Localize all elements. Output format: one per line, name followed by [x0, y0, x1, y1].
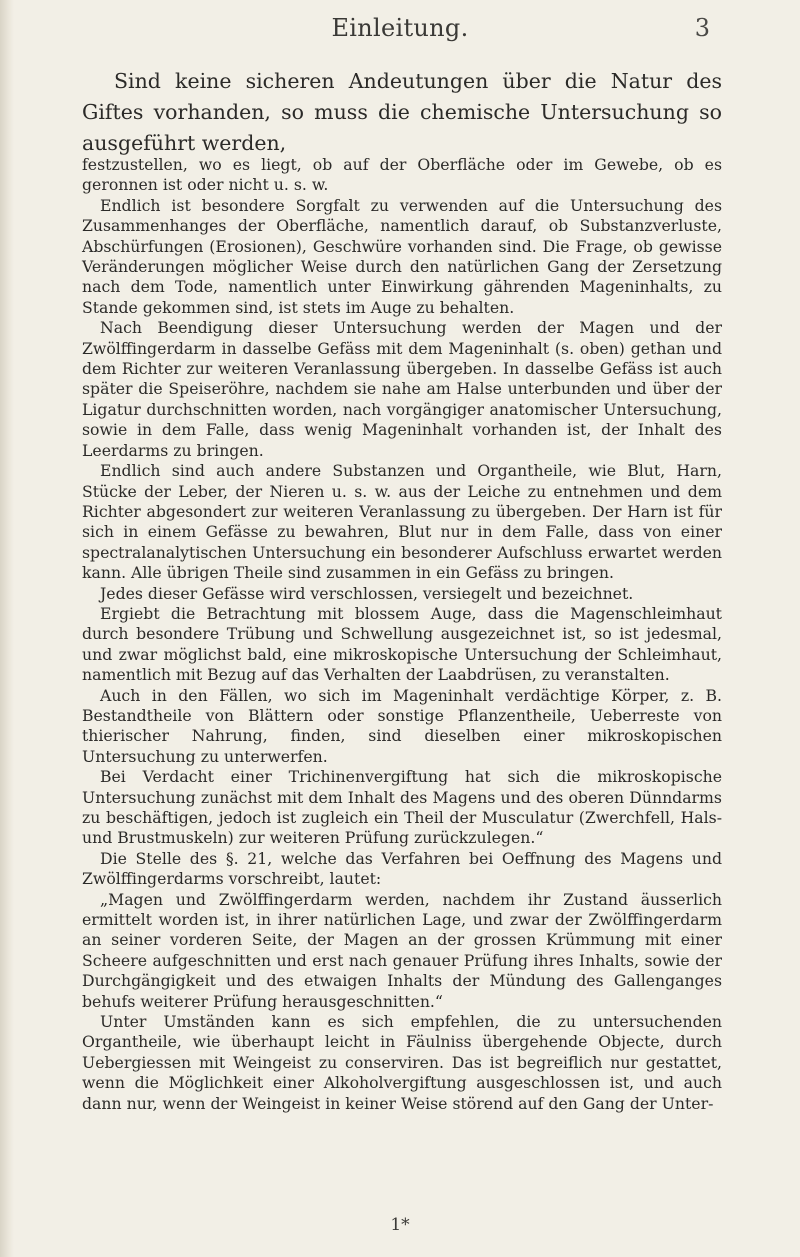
- page-gutter-shadow: [0, 0, 14, 1257]
- paragraph: Ergiebt die Betrachtung mit blossem Auge, dass die Magenschleimhaut durch besondere Trübung und Schwellung ausgezeichnet ist, so ist jedesmal, und zwar möglichst bald, eine mikroskopische Untersuchung der Schleimhaut, namentlich mit Bezug auf das Verhalten der Laabdrüsen, zu veranstalten.: [82, 603, 722, 685]
- intro-paragraph: Sind keine sicheren Andeutungen über die Natur des Giftes vorhanden, so muss die chemische Untersuchung so ausgeführt werden,: [82, 69, 722, 155]
- intro-paragraph-block: [82, 66, 722, 159]
- quoted-paragraph: „Magen und Zwölffingerdarm werden, nachdem ihr Zustand äusserlich ermittelt worden ist, in ihrer natürlichen Lage, und zwar der Zwölffingerdarm an seiner vorderen Seite, der Magen an der grossen Krümmung mit einer Scheere aufgeschnitten und erst nach genauer Prüfung ihres Inhalts, sowie der Durchgängigkeit und des etwaigen Inhalts der Mündung des Gallenganges behufs weiterer Prüfung herausgeschnitten.“: [82, 889, 722, 1011]
- paragraph: Die Stelle des §. 21, welche das Verfahren bei Oeffnung des Magens und Zwölffingerdarms vorschreibt, lautet:: [82, 848, 722, 889]
- body-text: [82, 155, 722, 1114]
- page-header: [0, 8, 800, 48]
- paragraph: Endlich sind auch andere Substanzen und Organtheile, wie Blut, Harn, Stücke der Leber, der Nieren u. s. w. aus der Leiche zu entnehmen und dem Richter abgesondert zur weiteren Veranlassung zu übergeben. Der Harn ist für sich in einem Gefässe zu bewahren, Blut nur in dem Falle, dass von einer spectralanalytischen Untersuchung ein besonderer Aufschluss erwartet werden kann. Alle übrigen Theile sind zusammen in ein Gefäss zu bringen.: [82, 461, 722, 583]
- running-title: Einleitung.: [331, 14, 469, 42]
- signature-mark: 1*: [390, 1215, 410, 1235]
- paragraph: Auch in den Fällen, wo sich im Mageninhalt verdächtige Körper, z. B. Bestandtheile von Blättern oder sonstige Pflanzentheile, Ueberreste von thierischer Nahrung, finden, sind dieselben einer mikroskopischen Untersuchung zu unterwerfen.: [82, 685, 722, 766]
- paragraph: Unter Umständen kann es sich empfehlen, die zu untersuchenden Organtheile, wie überhaupt leicht in Fäulniss übergehende Objecte, durch Uebergiessen mit Weingeist zu conserviren. Das ist begreiflich nur gestattet, wenn die Möglichkeit einer Alkoholvergiftung ausgeschlossen ist, und auch dann nur, wenn der Weingeist in keiner Weise störend auf den Gang der Unter-: [82, 1012, 722, 1113]
- paragraph: festzustellen, wo es liegt, ob auf der Oberfläche oder im Gewebe, ob es geronnen ist oder nicht u. s. w.: [82, 155, 722, 195]
- paragraph: Jedes dieser Gefässe wird verschlossen, versiegelt und bezeichnet.: [100, 583, 634, 603]
- page-number: 3: [694, 14, 710, 42]
- paragraph: Nach Beendigung dieser Untersuchung werden der Magen und der Zwölffingerdarm in dasselbe Gefäss mit dem Mageninhalt (s. oben) gethan und dem Richter zur weiteren Veranlassung übergeben. In dasselbe Gefäss ist auch später die Speiseröhre, nachdem sie nahe am Halse unterbunden und über der Ligatur durchschnitten worden, nach vorgängiger anatomischer Untersuchung, sowie in dem Falle, dass wenig Mageninhalt vorhanden ist, der Inhalt des Leerdarms zu bringen.: [82, 318, 722, 460]
- paragraph: Endlich ist besondere Sorgfalt zu verwenden auf die Untersuchung des Zusammenhanges der Oberfläche, namentlich darauf, ob Substanzverluste, Abschürfungen (Erosionen), Geschwüre vorhanden sind. Die Frage, ob gewisse Veränderungen möglicher Weise durch den natürlichen Gang der Zersetzung nach dem Tode, namentlich unter Einwirkung gährenden Mageninhalts, zu Stande gekommen sind, ist stets im Auge zu behalten.: [82, 195, 722, 317]
- paragraph: Bei Verdacht einer Trichinenvergiftung hat sich die mikroskopische Untersuchung zunächst mit dem Inhalt des Magens und des oberen Dünndarms zu beschäftigen, jedoch ist zugleich ein Theil der Musculatur (Zwerchfell, Hals- und Brustmuskeln) zur weiteren Prüfung zurückzulegen.“: [82, 767, 722, 848]
